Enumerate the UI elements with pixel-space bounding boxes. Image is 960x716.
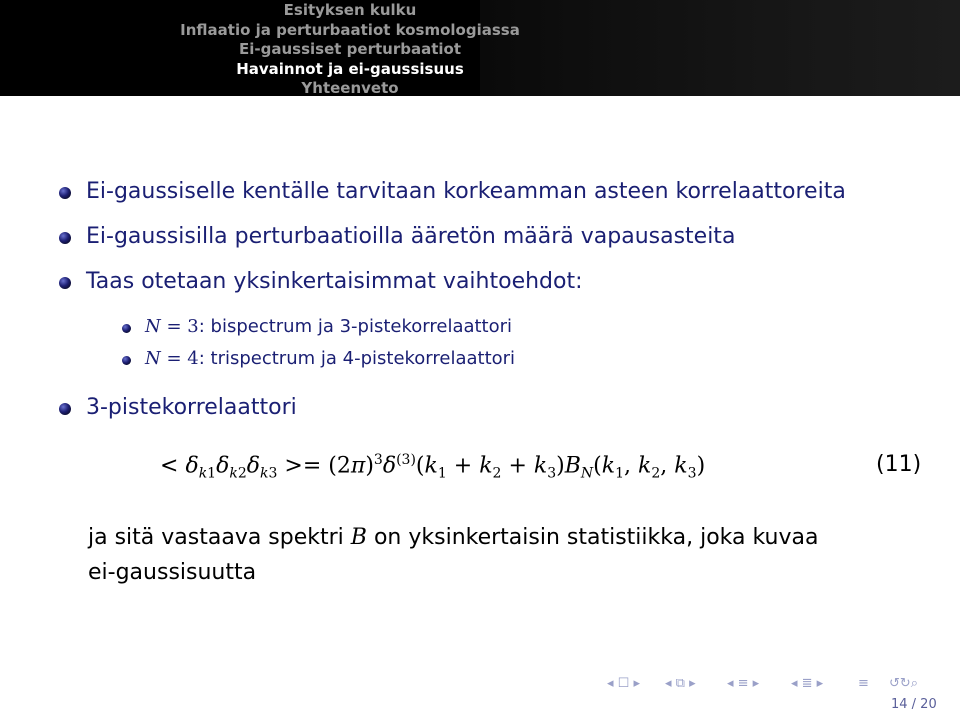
nav-section-icon[interactable]: ◂ ≡ ▸ — [727, 676, 760, 691]
nav-document-icon[interactable]: ◂ ≣ ▸ — [791, 676, 824, 691]
bullet-item-4: 3-pistekorrelaattori — [86, 395, 297, 420]
nav-section-4-current[interactable]: Havainnot ja ei-gaussisuus — [236, 59, 464, 78]
subbullet-item-2 — [145, 348, 515, 369]
nav-section-2[interactable]: Inflaatio ja perturbaatiot kosmologiassa — [180, 20, 520, 39]
subbullet-ball-icon — [122, 356, 131, 365]
nav-section-3[interactable]: Ei-gaussiset perturbaatiot — [239, 40, 461, 59]
value: 3 — [187, 316, 199, 337]
page-number: 14 / 20 — [891, 697, 937, 712]
nav-section-1[interactable]: Esityksen kulku — [283, 1, 417, 19]
bullet-item-3: Taas otetaan yksinkertaisimmat vaihtoehdot: — [86, 269, 583, 294]
nav-subsection-icon[interactable]: ◂ ⧉ ▸ — [665, 676, 696, 691]
bullet-ball-icon — [59, 232, 71, 244]
equals-sign: = — [160, 348, 188, 369]
bullet-item-1: Ei-gaussiselle kentälle tarvitaan korkeamman asteen korrelaattoreita — [86, 179, 846, 204]
subbullet-text: : trispectrum ja 4-pistekorrelaattori — [198, 348, 516, 369]
nav-section-5[interactable]: Yhteenveto — [301, 79, 399, 98]
paragraph-text: on yksinkertaisin statistiikka, joka kuvaa — [366, 525, 819, 550]
equals-sign: = — [160, 316, 188, 337]
bullet-ball-icon — [59, 403, 71, 415]
subbullet-item-1 — [145, 316, 512, 337]
paragraph-line-1 — [88, 525, 818, 550]
symbol-B: B — [350, 525, 367, 550]
paragraph-text: ja sitä vastaava spektri — [88, 525, 351, 550]
bullet-ball-icon — [59, 277, 71, 289]
variable-N: N — [145, 316, 161, 337]
paragraph-line-2: ei-gaussisuutta — [88, 560, 257, 585]
nav-zoom-search-icon[interactable]: ↺↻⌕ — [889, 676, 919, 691]
subbullet-text: : bispectrum ja 3-pistekorrelaattori — [198, 316, 513, 337]
bullet-item-2: Ei-gaussisilla perturbaatioilla ääretön määrä vapausasteita — [86, 224, 736, 249]
bullet-ball-icon — [59, 187, 71, 199]
nav-frame-prev-icon[interactable]: ◂ ☐ ▸ — [607, 676, 640, 691]
variable-N: N — [145, 348, 161, 369]
nav-appendix-icon[interactable]: ≡ — [858, 676, 869, 691]
subbullet-ball-icon — [122, 324, 131, 333]
equation-number: (11) — [876, 452, 922, 477]
equation-3point-correlator: < $\delta_{k1}\delta_{k2}\delta_{k3} >= (2\pi)^3\delta^{(3)}(k_1 + k_2 + k_3)B_N(k_1$, $k_2$, $k_3$) — [160, 452, 706, 482]
value: 4 — [187, 348, 199, 369]
